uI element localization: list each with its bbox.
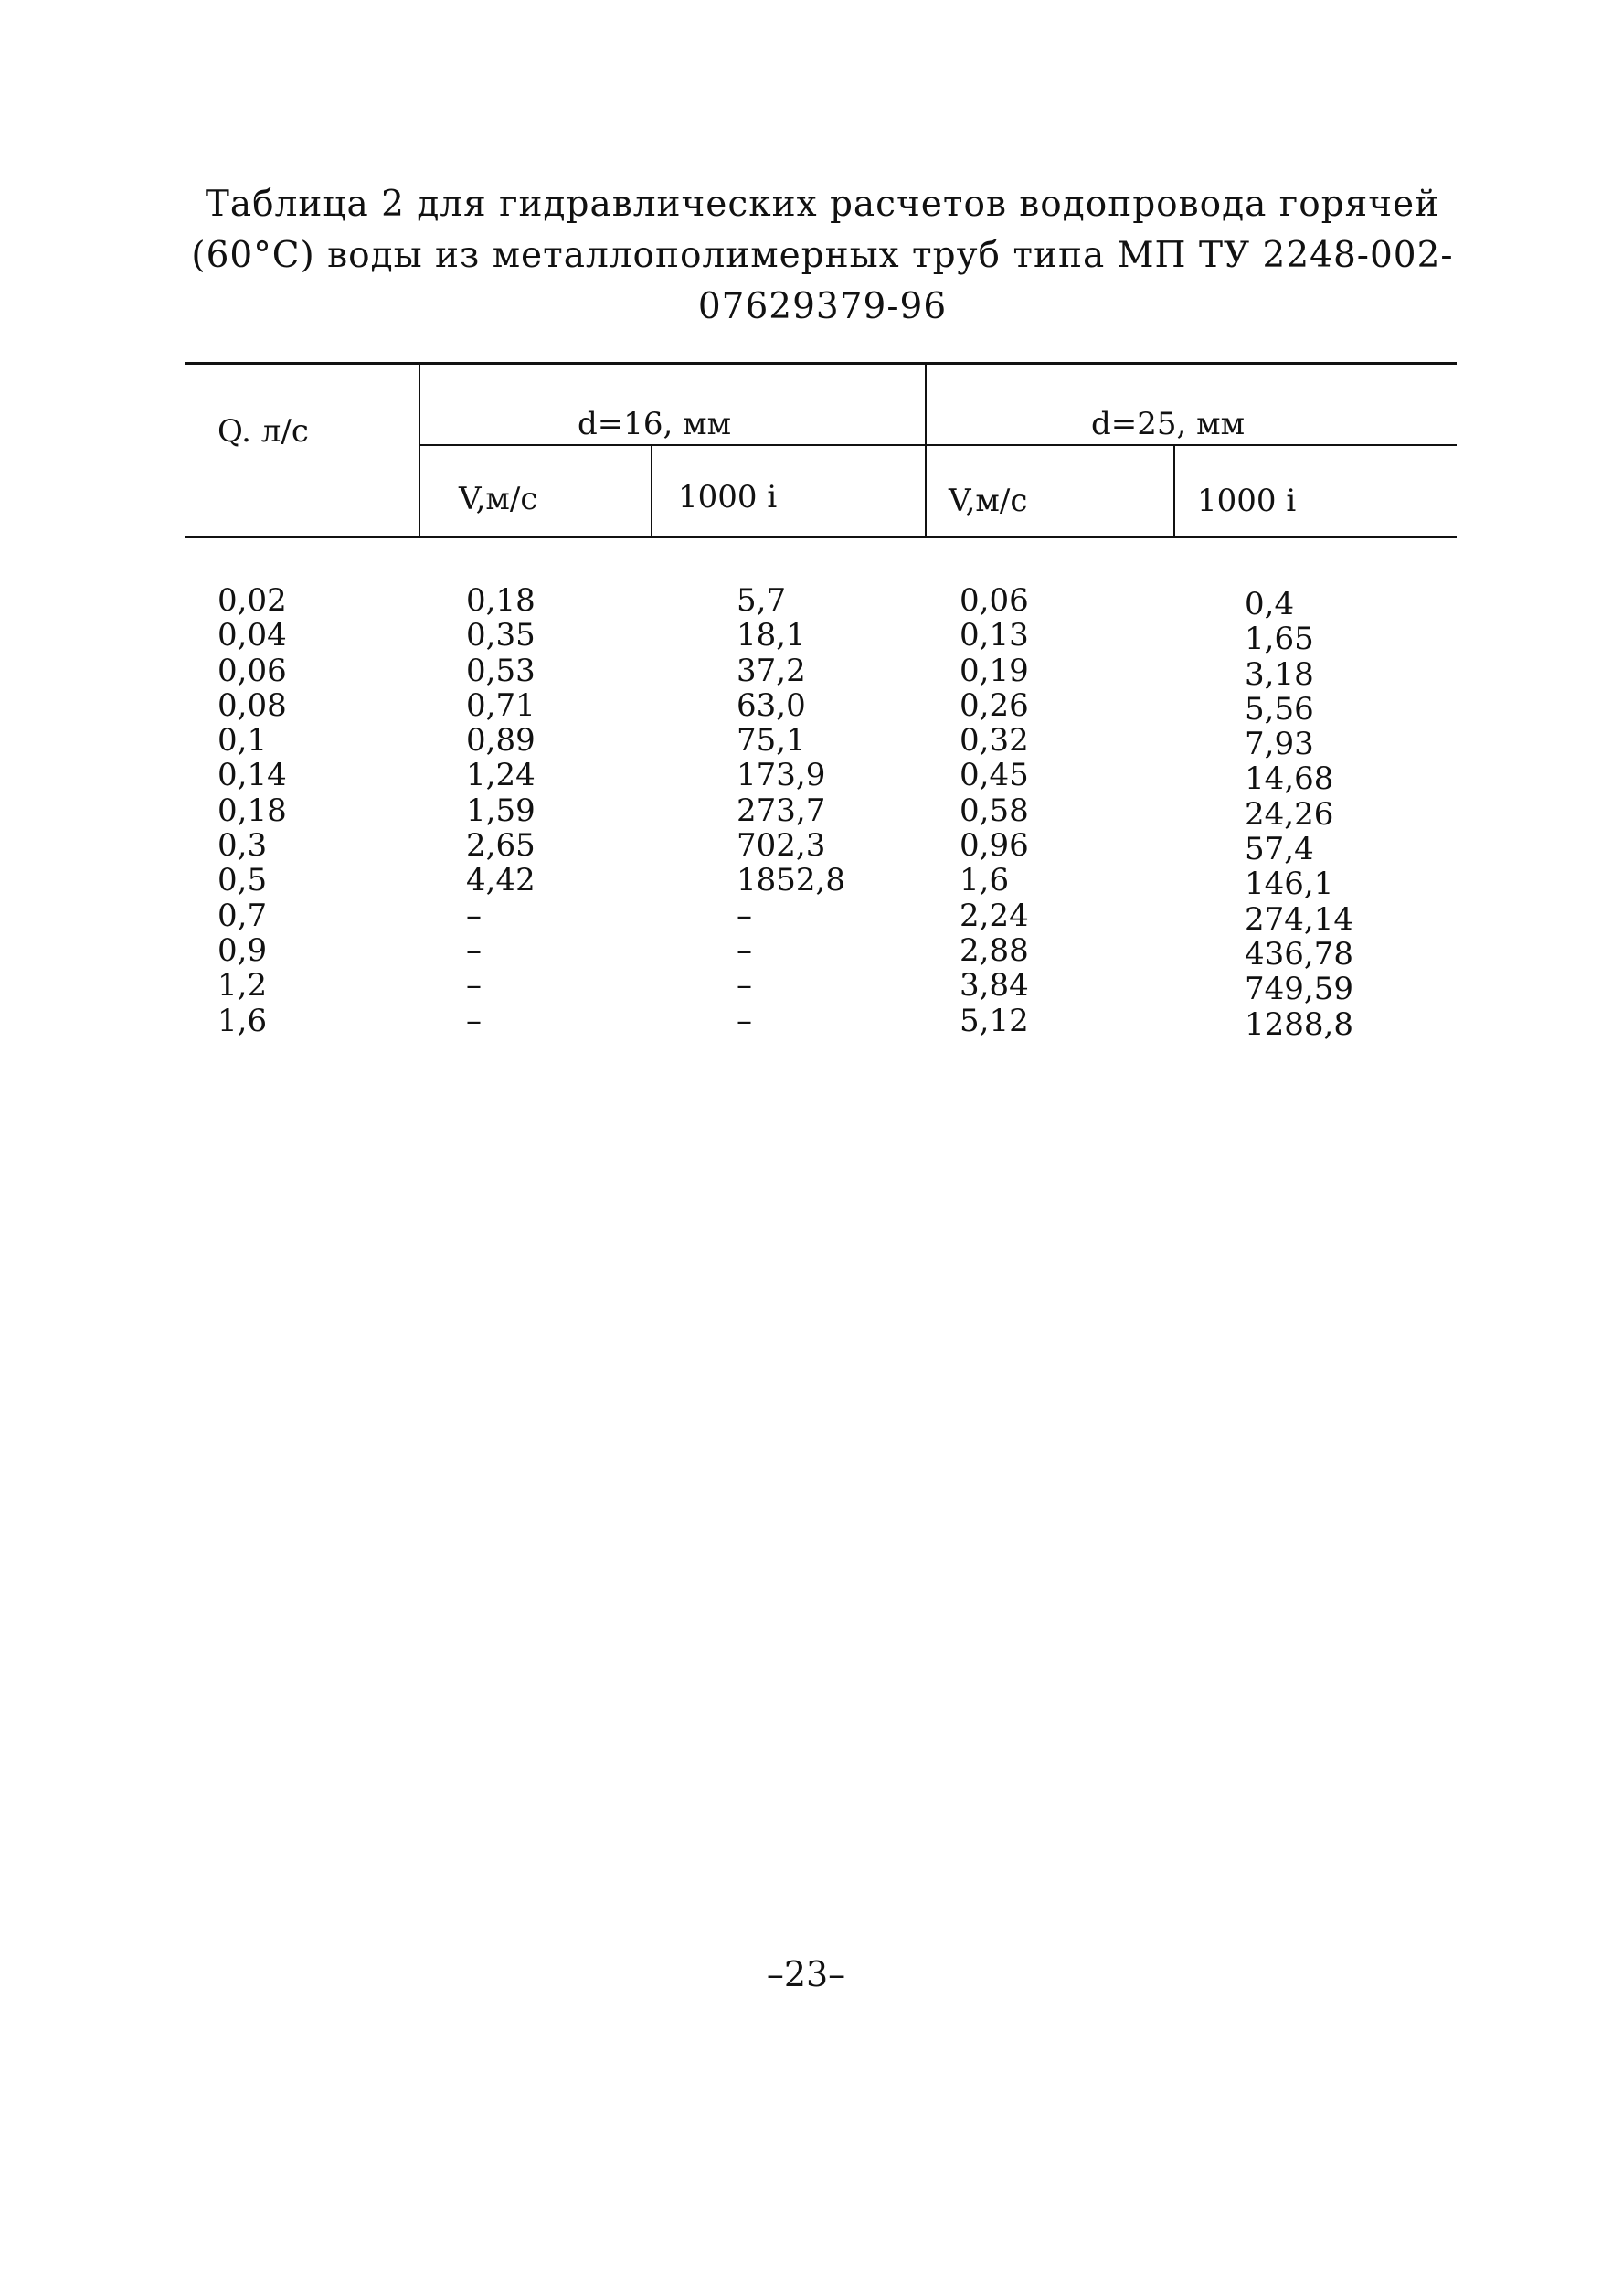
cell-v25: 0,19 <box>960 652 1029 689</box>
header-flow: Q. л/с <box>217 413 309 450</box>
cell-v25: 2,24 <box>960 897 1029 934</box>
column-divider <box>1173 446 1175 536</box>
cell-v16: 2,65 <box>466 827 536 865</box>
table-title <box>183 179 1462 333</box>
table-header <box>185 362 1457 541</box>
cell-i16: 1852,8 <box>737 862 845 899</box>
cell-v16: – <box>466 931 482 969</box>
cell-flow: 0,3 <box>217 827 268 865</box>
table-body <box>185 582 1457 1043</box>
cell-i16: 63,0 <box>737 686 806 724</box>
table-row <box>185 757 1457 798</box>
table-row <box>185 1002 1457 1043</box>
cell-i16: 173,9 <box>737 757 826 794</box>
cell-flow: 0,18 <box>217 792 287 829</box>
header-d16: d=16, мм <box>578 406 732 442</box>
column-divider <box>651 446 652 536</box>
cell-v16: – <box>466 967 482 1004</box>
cell-flow: 0,1 <box>217 722 268 760</box>
cell-flow: 1,2 <box>217 967 268 1004</box>
cell-i16: 273,7 <box>737 792 826 829</box>
cell-flow: 0,5 <box>217 862 268 899</box>
cell-v25: 1,6 <box>960 862 1010 899</box>
cell-i25: 14,68 <box>1245 760 1334 798</box>
cell-v25: 0,06 <box>960 582 1029 619</box>
table-row <box>185 722 1457 763</box>
cell-v25: 0,58 <box>960 792 1029 829</box>
cell-v16: 0,53 <box>466 652 536 689</box>
table-row <box>185 931 1457 973</box>
table-row <box>185 827 1457 868</box>
cell-i16: 37,2 <box>737 652 806 689</box>
table-row <box>185 792 1457 833</box>
cell-i25: 0,4 <box>1245 586 1295 622</box>
cell-i16: 702,3 <box>737 827 826 865</box>
group-divider-rule <box>419 444 1457 446</box>
cell-i25: 24,26 <box>1245 795 1334 833</box>
cell-i16: – <box>737 897 752 934</box>
cell-v16: 4,42 <box>466 862 536 899</box>
cell-v25: 0,26 <box>960 686 1029 724</box>
cell-flow: 0,7 <box>217 897 268 934</box>
cell-i16: – <box>737 931 752 969</box>
header-v25: V,м/с <box>949 483 1028 519</box>
cell-flow: 0,06 <box>217 652 287 689</box>
cell-v16: 0,18 <box>466 582 536 619</box>
cell-v16: 0,35 <box>466 617 536 654</box>
cell-v16: 1,24 <box>466 757 536 794</box>
header-bottom-rule <box>185 536 1457 538</box>
cell-i16: – <box>737 967 752 1004</box>
cell-flow: 0,14 <box>217 757 287 794</box>
cell-i25: 1288,8 <box>1245 1005 1353 1043</box>
cell-v25: 0,45 <box>960 757 1029 794</box>
cell-v25: 5,12 <box>960 1002 1029 1039</box>
cell-i25: 7,93 <box>1245 726 1314 763</box>
cell-flow: 0,9 <box>217 931 268 969</box>
cell-i16: 5,7 <box>737 582 787 619</box>
cell-i16: 75,1 <box>737 722 806 760</box>
title-line: Таблица 2 для гидравлических расчетов водопровода горячей <box>205 184 1440 225</box>
table-row <box>185 967 1457 1008</box>
cell-i25: 274,14 <box>1245 900 1353 938</box>
cell-v25: 2,88 <box>960 931 1029 969</box>
header-i16: 1000 i <box>678 479 778 516</box>
cell-i25: 146,1 <box>1245 866 1334 903</box>
cell-i25: 57,4 <box>1245 831 1314 868</box>
cell-i16: 18,1 <box>737 617 806 654</box>
cell-v25: 0,32 <box>960 722 1029 760</box>
cell-i25: 5,56 <box>1245 690 1314 728</box>
header-d25: d=25, мм <box>1091 406 1246 442</box>
table-row <box>185 897 1457 938</box>
header-i25: 1000 i <box>1197 483 1297 519</box>
column-divider <box>419 362 420 536</box>
cell-flow: 0,08 <box>217 686 287 724</box>
title-line: 07629379-96 <box>697 286 948 327</box>
table-row <box>185 862 1457 903</box>
header-v16: V,м/с <box>459 481 538 517</box>
cell-i16: – <box>737 1002 752 1039</box>
cell-v16: 0,71 <box>466 686 536 724</box>
cell-i25: 749,59 <box>1245 971 1353 1008</box>
cell-flow: 1,6 <box>217 1002 268 1039</box>
cell-v16: 0,89 <box>466 722 536 760</box>
top-rule <box>185 362 1457 365</box>
table-row <box>185 652 1457 693</box>
cell-flow: 0,04 <box>217 617 287 654</box>
column-divider <box>925 362 927 536</box>
cell-v25: 0,96 <box>960 827 1029 865</box>
table-row <box>185 617 1457 658</box>
cell-i25: 436,78 <box>1245 935 1353 973</box>
page-number: –23– <box>766 1954 846 1994</box>
table-row <box>185 582 1457 622</box>
cell-i25: 3,18 <box>1245 655 1314 693</box>
cell-i25: 1,65 <box>1245 621 1314 658</box>
title-line: (60°С) воды из металлополимерных труб типа МП ТУ 2248-002- <box>191 235 1454 276</box>
cell-v16: – <box>466 1002 482 1039</box>
cell-v25: 3,84 <box>960 967 1029 1004</box>
cell-v16: 1,59 <box>466 792 536 829</box>
cell-v16: – <box>466 897 482 934</box>
cell-v25: 0,13 <box>960 617 1029 654</box>
table-row <box>185 686 1457 728</box>
cell-flow: 0,02 <box>217 582 287 619</box>
